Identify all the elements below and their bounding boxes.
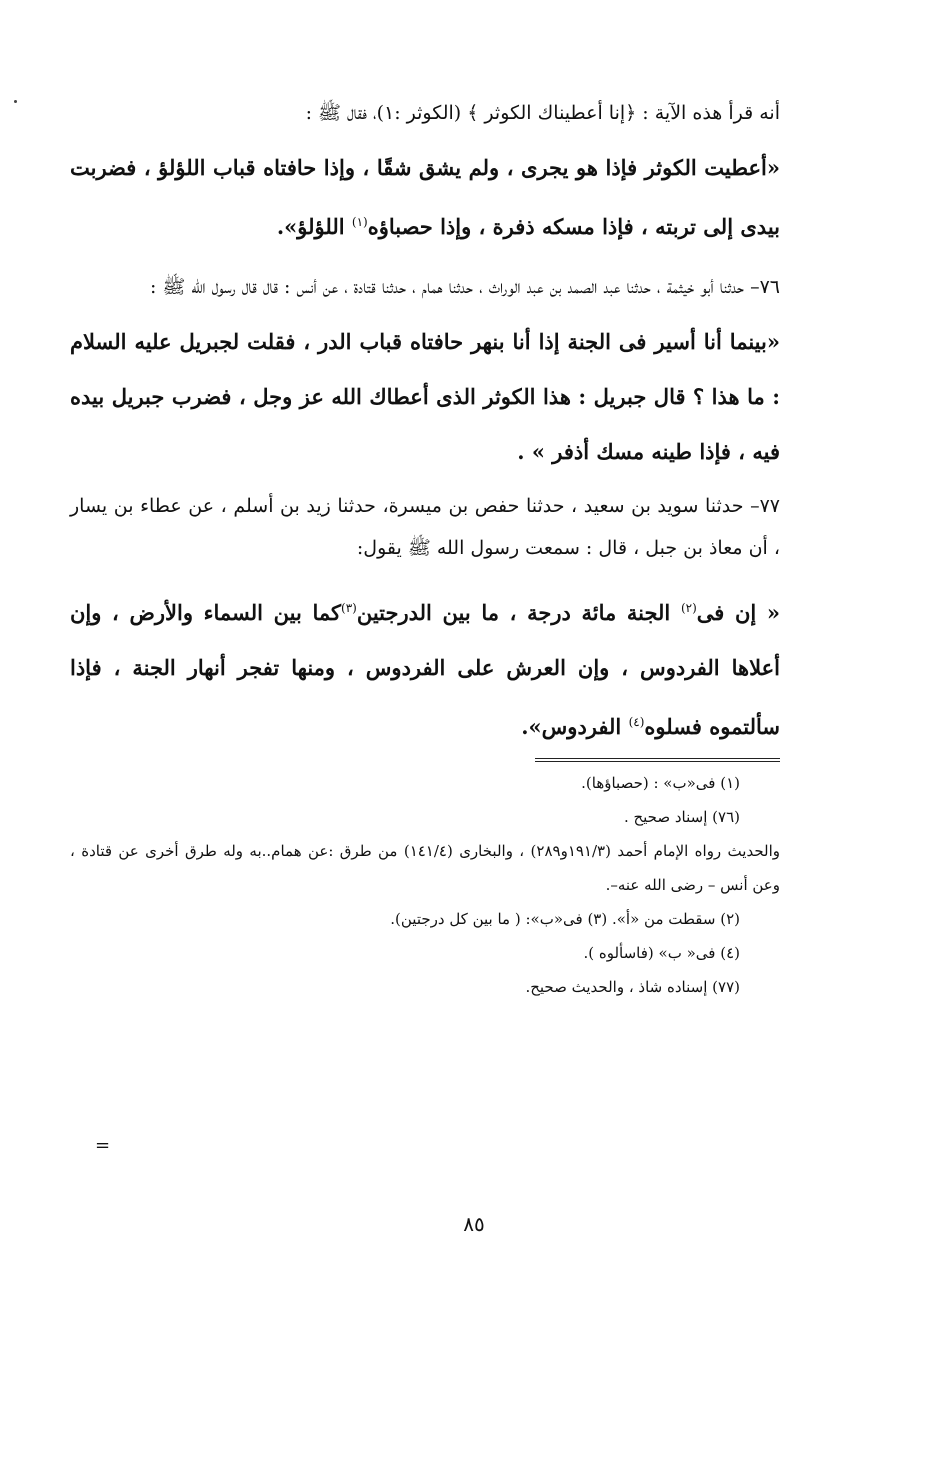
footnote-ref-3: (٣) xyxy=(341,601,357,615)
hadith-77-text xyxy=(70,581,780,754)
hadith-75-text xyxy=(70,140,780,254)
hadith-75-end: اللؤلؤ». xyxy=(276,214,345,239)
hadith-75-main: «أعطيت الكوثر فإذا هو يجرى ، ولم يشق شقًا ، وإذا حافتاه قباب اللؤلؤ ، فضربت بيدى إلى تربته ، فإذا مسكه ذفرة ، وإذا حصباؤه xyxy=(70,155,780,239)
footnote-76-detail: والحديث رواه الإمام أحمد (١٩١/٣و٢٨٩) ، والبخارى (١٤١/٤) من طرق :عن همام..به وله طرق أخرى عن قتادة ، وعن أنس – رضى الله عنه–. xyxy=(70,842,780,894)
hadith-76-text: «بينما أنا أسير فى الجنة إذا أنا بنهر حافتاه قباب الدر ، فقلت لجبريل عليه السلام : ما هذا ؟ قال جبريل : هذا الكوثر الذى أعطاك الله عز وجل ، فضرب جبريل بيده فيه ، فإذا طينه مسك أذفر » . xyxy=(70,329,780,464)
footnote-ref-1: (١) xyxy=(351,215,368,229)
hadith-77-part-b: الجنة مائة درجة ، ما بين الدرجتين xyxy=(356,600,671,625)
footnote-2-3: (٢) سقطت من «أ». (٣) فى«ب»: ( ما بين كل درجتين). xyxy=(390,910,740,928)
isnad-76: ٧٦– حدثنا أبو خيثمة ، حدثنا عبد الصمد بن عبد الوراث ، حدثنا همام ، حدثنا قتادة ، عن أنس : قال قال رسول الله ﷺ : xyxy=(149,276,780,298)
footnote-1: (١) فى«ب» : (حصباؤها). xyxy=(581,774,740,792)
footnote-77: (٧٧) إسناده شاذ ، والحديث صحيح. xyxy=(525,978,740,996)
continuation-mark: = xyxy=(95,1135,111,1156)
isnad-77: ٧٧– حدثنا سويد بن سعيد ، حدثنا حفص بن ميسرة، حدثنا زيد بن أسلم ، عن عطاء بن يسار ، أن معاذ بن جبل ، قال : سمعت رسول الله ﷺ يقول: xyxy=(70,495,780,559)
footnote-ref-2: (٢) xyxy=(680,601,697,615)
intro-line: أنه قرأ هذه الآية : ﴿إنا أعطيناك الكوثر ﴾ (الكوثر :١)، فقال ﷺ : xyxy=(305,102,780,124)
footnote-76: (٧٦) إسناد صحيح . xyxy=(623,808,740,826)
hadith-77-part-d: الفردوس». xyxy=(521,714,622,739)
footnote-separator xyxy=(535,758,780,762)
scan-speck xyxy=(14,100,17,103)
page-number: ٨٥ xyxy=(463,1212,485,1236)
hadith-77-part-c: كما بين السماء والأرض ، وإن أعلاها الفردوس ، وإن العرش على الفردوس ، ومنها تفجر أنهار الجنة ، فإذا سألتموه فسلوه xyxy=(70,600,780,739)
footnote-4: (٤) فى« ب» (فاسألوه ). xyxy=(583,944,740,962)
page-body xyxy=(70,92,780,1472)
hadith-77-part-a: « إن فى xyxy=(696,600,780,625)
footnote-ref-4: (٤) xyxy=(628,715,645,729)
